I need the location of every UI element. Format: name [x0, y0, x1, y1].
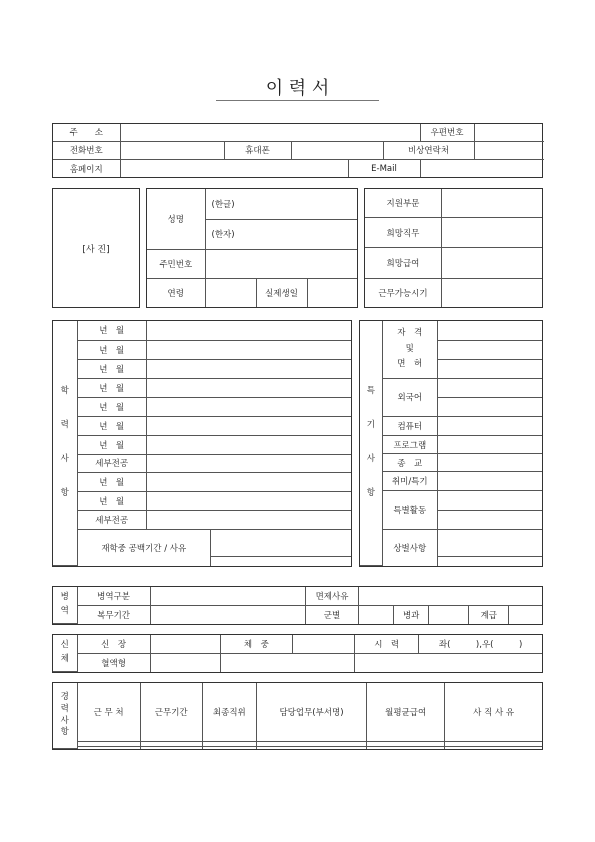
career-cell[interactable]	[77, 746, 140, 748]
branch-label: 군별	[305, 605, 358, 623]
license-field[interactable]	[437, 359, 542, 378]
religion-field[interactable]	[437, 454, 542, 472]
resident-number-field[interactable]	[205, 249, 357, 278]
hobby-field[interactable]	[437, 472, 542, 491]
gap-period-field[interactable]	[211, 529, 352, 565]
career-cell[interactable]	[445, 746, 542, 748]
weight-label: 체 중	[220, 635, 292, 653]
postal-code-label: 우편번호	[420, 124, 474, 141]
age-label: 연령	[147, 278, 205, 307]
blood-type-field[interactable]	[150, 653, 220, 671]
body-heading: 신 체	[53, 635, 77, 672]
weight-field[interactable]	[292, 635, 354, 653]
photo-label: [사 진]	[82, 244, 110, 255]
title-underline	[216, 100, 379, 101]
address-field[interactable]	[120, 124, 420, 141]
column-header: 담당업무(부서명)	[256, 683, 366, 741]
exemption-reason-field[interactable]	[359, 587, 542, 605]
height-label: 신 장	[77, 635, 150, 653]
branch-field[interactable]	[359, 605, 394, 623]
year-month-label: 년 월	[77, 340, 146, 359]
language-field[interactable]	[437, 378, 542, 397]
specialty-field[interactable]	[429, 605, 469, 623]
dept-label: 지원부문	[365, 189, 441, 218]
blood-type-label: 혈액형	[77, 653, 150, 671]
year-month-label: 년 월	[77, 359, 146, 378]
contact-table	[52, 123, 543, 178]
column-header: 근무기간	[140, 683, 202, 741]
military-heading: 병 역	[53, 587, 77, 624]
education-table	[52, 320, 352, 567]
computer-label: 컴퓨터	[382, 417, 437, 436]
education-entry[interactable]	[146, 491, 351, 510]
year-month-label: 년 월	[77, 435, 146, 454]
rank-label: 계급	[469, 605, 509, 623]
dept-field[interactable]	[441, 189, 542, 218]
column-header: 근 무 처	[77, 683, 140, 741]
mobile-field[interactable]	[291, 141, 383, 159]
computer-field[interactable]	[437, 417, 542, 436]
resident-number-label: 주민번호	[147, 249, 205, 278]
career-cell[interactable]	[367, 746, 445, 748]
program-label: 프로그램	[382, 436, 437, 454]
career-cell[interactable]	[202, 746, 256, 748]
career-table	[52, 682, 543, 750]
career-cell[interactable]	[140, 746, 202, 748]
service-period-field[interactable]	[150, 605, 305, 623]
language-field[interactable]	[437, 397, 542, 416]
career-cell[interactable]	[256, 746, 366, 748]
photo-box[interactable]	[52, 188, 140, 308]
year-month-label: 년 월	[77, 416, 146, 435]
program-field[interactable]	[437, 436, 542, 454]
specialty-label: 병과	[394, 605, 429, 623]
activity-field[interactable]	[437, 491, 542, 510]
license-field[interactable]	[437, 340, 542, 359]
start-date-field[interactable]	[441, 278, 542, 307]
year-month-label: 년 월	[77, 378, 146, 397]
career-heading: 경 력 사 항	[53, 683, 77, 749]
education-entry[interactable]	[146, 378, 351, 397]
birthday-label: 실제생일	[256, 278, 307, 307]
education-entry[interactable]	[146, 340, 351, 359]
column-header: 사 직 사 유	[445, 683, 542, 741]
column-header: 최종직위	[202, 683, 256, 741]
desired-position-table	[364, 188, 543, 308]
religion-label: 종 교	[382, 454, 437, 472]
education-heading: 학 력 사 항	[53, 321, 77, 566]
body-empty-cell[interactable]	[355, 653, 542, 671]
emergency-contact-field[interactable]	[474, 141, 544, 159]
major-field[interactable]	[146, 454, 351, 472]
education-entry[interactable]	[146, 397, 351, 416]
license-label: 자 격 및 면 허	[382, 321, 437, 378]
start-date-label: 근무가능시기	[365, 278, 441, 307]
column-header: 월평균급여	[367, 683, 445, 741]
desired-job-label: 희망직무	[365, 218, 441, 248]
vision-field[interactable]: 좌( ),우( )	[419, 635, 542, 653]
phone-field[interactable]	[120, 141, 224, 159]
postal-code-field[interactable]	[474, 124, 544, 141]
education-entry[interactable]	[146, 472, 351, 491]
homepage-field[interactable]	[120, 160, 348, 177]
activity-label: 특별활동	[382, 491, 437, 529]
year-month-label: 년 월	[77, 491, 146, 510]
activity-field[interactable]	[437, 510, 542, 529]
major-label: 세부전공	[77, 454, 146, 472]
email-label: E-Mail	[348, 160, 420, 177]
hobby-label: 취미/특기	[382, 472, 437, 491]
name-korean-field[interactable]: (한글)	[205, 189, 357, 219]
license-field[interactable]	[437, 321, 542, 340]
military-table	[52, 586, 543, 625]
education-entry[interactable]	[146, 435, 351, 454]
language-label: 외국어	[382, 378, 437, 416]
vision-label: 시 력	[355, 635, 419, 653]
year-month-label: 년 월	[77, 472, 146, 491]
body-empty-cell[interactable]	[220, 653, 354, 671]
name-label: 성명	[147, 189, 205, 249]
service-period-label: 복무기간	[77, 605, 150, 623]
gap-period-label: 재학중 공백기간 / 사유	[77, 529, 210, 565]
year-month-label: 년 월	[77, 397, 146, 416]
award-label: 상벌사항	[382, 529, 437, 565]
phone-label: 전화번호	[53, 141, 120, 159]
year-month-label: 년 월	[77, 321, 146, 340]
mobile-label: 휴대폰	[224, 141, 291, 159]
name-hanja-field[interactable]: (한자)	[205, 219, 357, 249]
email-field[interactable]	[420, 160, 544, 177]
address-label: 주 소	[53, 124, 120, 141]
homepage-label: 홈페이지	[53, 160, 120, 177]
major-label: 세부전공	[77, 510, 146, 529]
birthday-field[interactable]	[307, 278, 357, 307]
award-field[interactable]	[437, 529, 542, 565]
special-items-table	[359, 320, 543, 567]
desired-salary-label: 희망급여	[365, 248, 441, 278]
desired-job-field[interactable]	[441, 218, 542, 248]
special-items-heading: 특 기 사 항	[360, 321, 382, 566]
emergency-contact-label: 비상연락처	[383, 141, 474, 159]
rank-field[interactable]	[509, 605, 542, 623]
military-category-field[interactable]	[150, 587, 305, 605]
education-entry[interactable]	[146, 321, 351, 340]
exemption-reason-label: 면제사유	[305, 587, 358, 605]
military-category-label: 병역구분	[77, 587, 150, 605]
height-field[interactable]	[150, 635, 220, 653]
age-field[interactable]	[205, 278, 256, 307]
major-field[interactable]	[146, 510, 351, 529]
personal-info-table	[146, 188, 358, 308]
education-entry[interactable]	[146, 416, 351, 435]
desired-salary-field[interactable]	[441, 248, 542, 278]
body-info-table	[52, 634, 543, 673]
education-entry[interactable]	[146, 359, 351, 378]
document-title: 이 력 서	[265, 78, 330, 99]
